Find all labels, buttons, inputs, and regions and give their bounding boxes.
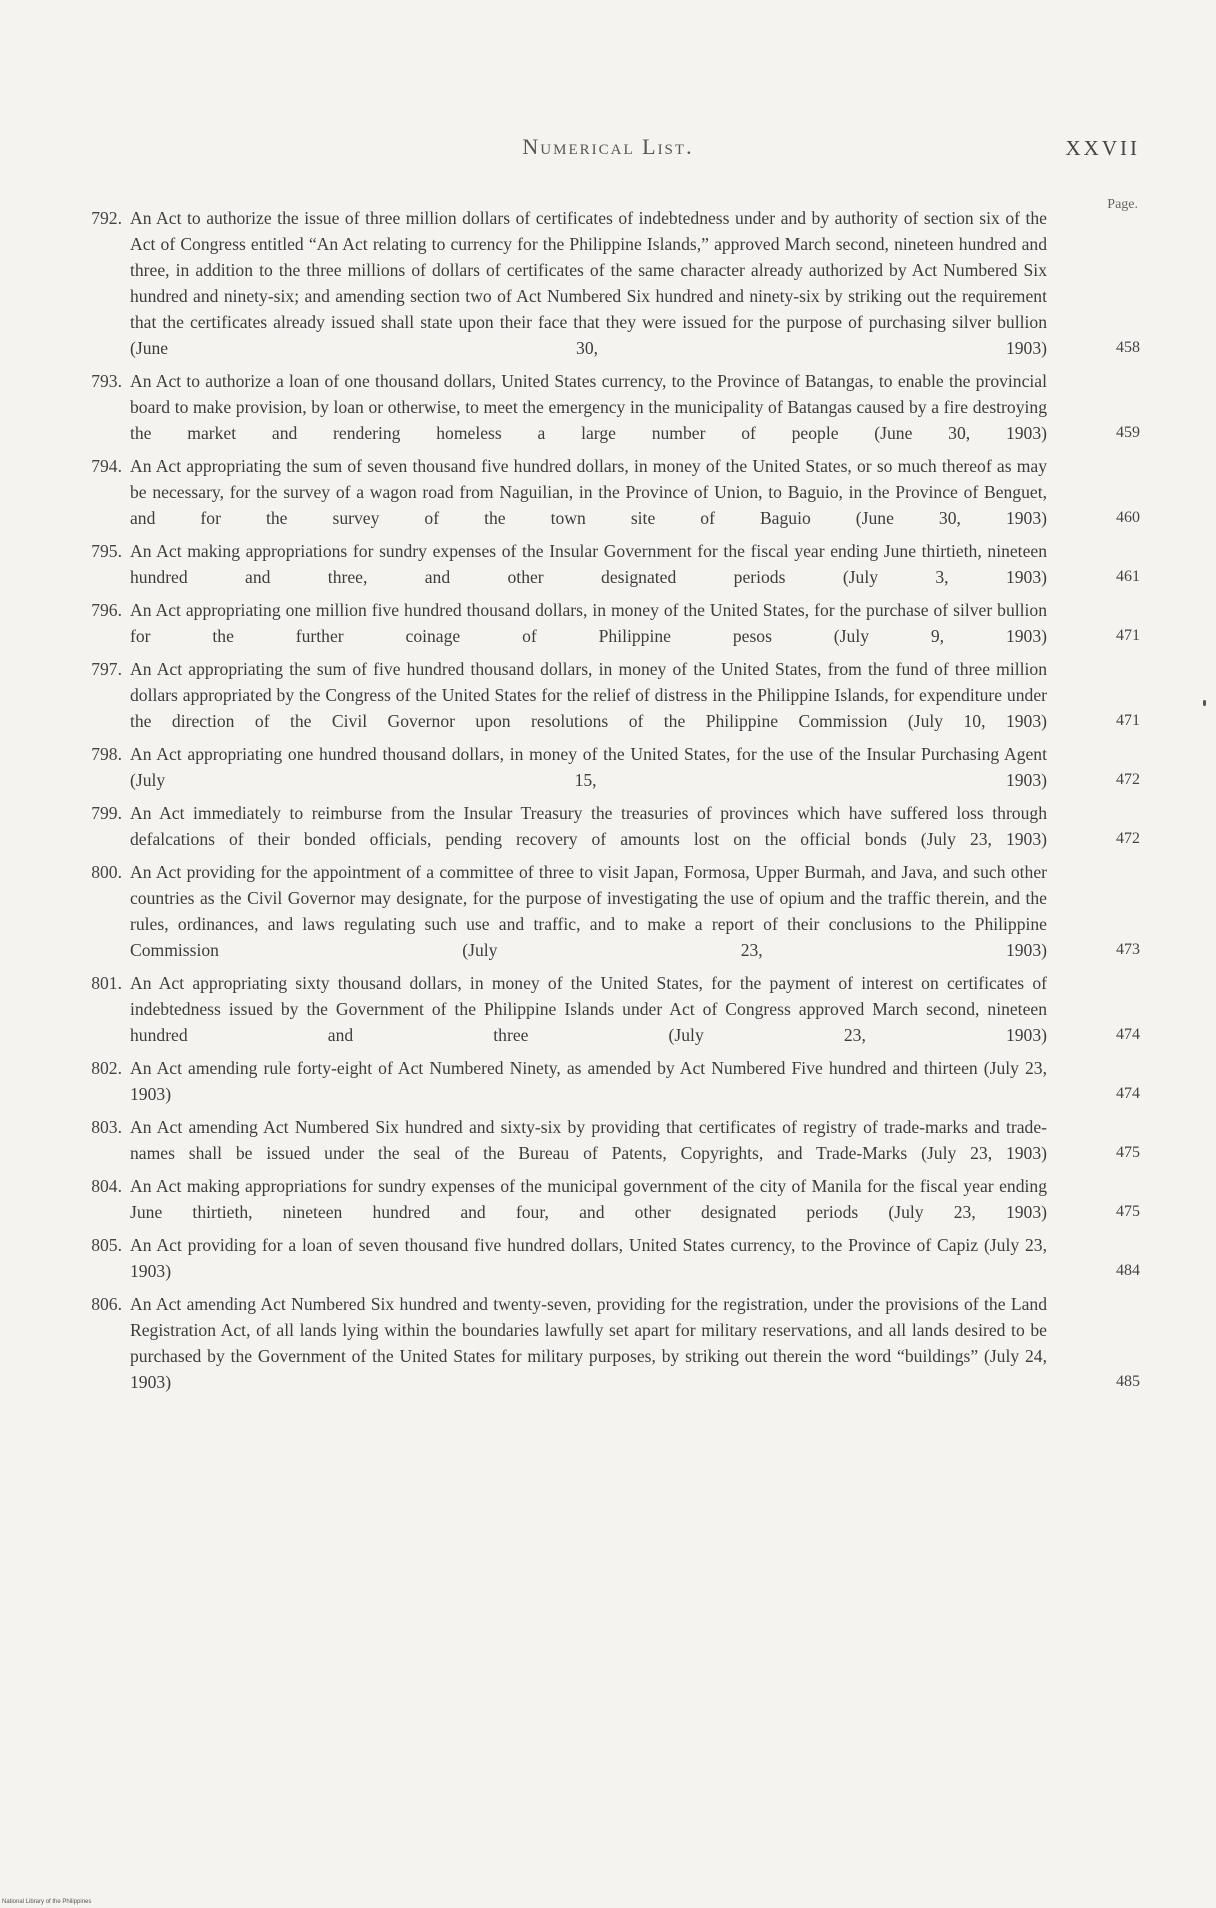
act-title: An Act amending Act Numbered Six hundred and sixty-six by providing that certificates of registry of trade-marks and trade-names shall be issued under the seal of the Bureau of Patents, Copyrights, and Trade-Marks (July 23, 1903) ..... bbox=[130, 1114, 1047, 1166]
scan-speck bbox=[1203, 700, 1206, 706]
list-item bbox=[40, 368, 1140, 446]
act-number: 802. bbox=[91, 1058, 122, 1078]
list-item bbox=[40, 970, 1140, 1048]
act-title: An Act appropriating the sum of five hundred thousand dollars, in money of the United States, from the fund of three million dollars appropriated by the Congress of the United States for the relief of distress in the Philippine Islands, for expenditure under the direction of the Civil Governor upon resolutions of the Philippine Commission (July 10, 1903) ..... bbox=[130, 656, 1047, 734]
act-number: 795. bbox=[91, 541, 122, 561]
page-reference: 475 bbox=[1116, 1144, 1140, 1161]
act-number: 805. bbox=[91, 1235, 122, 1255]
list-item bbox=[40, 1114, 1140, 1166]
page-reference: 461 bbox=[1116, 568, 1140, 585]
act-number: 793. bbox=[91, 371, 122, 391]
page-reference: 475 bbox=[1116, 1203, 1140, 1220]
list-item bbox=[40, 859, 1140, 963]
list-item bbox=[40, 597, 1140, 649]
act-title: An Act amending rule forty-eight of Act Numbered Ninety, as amended by Act Numbered Five hundred and thirteen (July 23, 1903) ..... bbox=[130, 1055, 1047, 1107]
act-title: An Act appropriating sixty thousand dollars, in money of the United States, for the payment of interest on certificates of indebtedness issued by the Government of the Philippine Islands under Act of Congress approved March second, nineteen hundred and three (July 23, 1903) ..... bbox=[130, 970, 1047, 1048]
act-number: 800. bbox=[91, 862, 122, 882]
act-number: 797. bbox=[91, 659, 122, 679]
act-title: An Act amending Act Numbered Six hundred and twenty-seven, providing for the registration, under the provisions of the Land Registration Act, of all lands lying within the boundaries lawfully set apart for military reservations, and all lands desired to be purchased by the Government of the United States for military purposes, by striking out therein the word “buildings” (July 24, 1903) ..... bbox=[130, 1291, 1047, 1395]
act-number: 799. bbox=[91, 803, 122, 823]
folio-page-number: XXVII bbox=[1065, 136, 1140, 160]
running-title: Numerical List. bbox=[522, 134, 694, 159]
act-number: 792. bbox=[91, 208, 122, 228]
scan-footer-note: National Library of the Philippines bbox=[2, 1899, 92, 1905]
list-item bbox=[40, 453, 1140, 531]
list-item bbox=[40, 1173, 1140, 1225]
act-title: An Act appropriating the sum of seven thousand five hundred dollars, in money of the United States, or so much thereof as may be necessary, for the survey of a wagon road from Naguilian, in the Province of Union, to Baguio, in the Province of Benguet, and for the survey of the town site of Baguio (June 30, 1903) ..... bbox=[130, 453, 1047, 531]
page-reference: 473 bbox=[1116, 941, 1140, 958]
list-item bbox=[40, 1232, 1140, 1284]
act-title: An Act to authorize a loan of one thousand dollars, United States currency, to the Province of Batangas, to enable the provincial board to make provision, by loan or otherwise, to meet the emergency in the municipality of Batangas caused by a fire destroying the market and rendering homeless a large number of people (June 30, 1903) ..... bbox=[130, 368, 1047, 446]
page-reference: 471 bbox=[1116, 627, 1140, 644]
page-column-label: Page. bbox=[1107, 197, 1138, 212]
act-title: An Act making appropriations for sundry expenses of the Insular Government for the fiscal year ending June thirtieth, nineteen hundred and three, and other designated periods (July 3, 1903) ..... bbox=[130, 538, 1047, 590]
list-item bbox=[40, 1055, 1140, 1107]
act-number: 803. bbox=[91, 1117, 122, 1137]
act-number: 801. bbox=[91, 973, 122, 993]
act-number: 794. bbox=[91, 456, 122, 476]
list-item bbox=[40, 538, 1140, 590]
page-reference: 472 bbox=[1116, 830, 1140, 847]
act-title: An Act appropriating one hundred thousand dollars, in money of the United States, for the use of the Insular Purchasing Agent (July 15, 1903) ..... bbox=[130, 741, 1047, 793]
list-item bbox=[40, 1291, 1140, 1395]
page-reference: 474 bbox=[1116, 1026, 1140, 1043]
act-number: 804. bbox=[91, 1176, 122, 1196]
page-reference: 459 bbox=[1116, 424, 1140, 441]
act-title: An Act providing for the appointment of a committee of three to visit Japan, Formosa, Upper Burmah, and Java, and such other countries as the Civil Governor may designate, for the purpose of investigating the use of opium and the traffic therein, and the rules, ordinances, and laws regulating such use and traffic, and to make a report of their conclusions to the Philippine Commission (July 23, 1903) ..... bbox=[130, 859, 1047, 963]
page-reference: 472 bbox=[1116, 771, 1140, 788]
page-reference: 458 bbox=[1116, 339, 1140, 356]
page-reference: 484 bbox=[1116, 1262, 1140, 1279]
page-reference: 474 bbox=[1116, 1085, 1140, 1102]
page-header bbox=[0, 126, 1216, 166]
act-title: An Act immediately to reimburse from the Insular Treasury the treasuries of provinces which have suffered loss through defalcations of their bonded officials, pending recovery of amounts lost on the official bonds (July 23, 1903) ..... bbox=[130, 800, 1047, 852]
act-list bbox=[40, 205, 1140, 1402]
act-title: An Act appropriating one million five hundred thousand dollars, in money of the United States, for the purchase of silver bullion for the further coinage of Philippine pesos (July 9, 1903) ..... bbox=[130, 597, 1047, 649]
list-item bbox=[40, 656, 1140, 734]
page-reference: 460 bbox=[1116, 509, 1140, 526]
list-item bbox=[40, 205, 1140, 361]
act-number: 798. bbox=[91, 744, 122, 764]
act-title: An Act making appropriations for sundry expenses of the municipal government of the city of Manila for the fiscal year ending June thirtieth, nineteen hundred and four, and other designated periods (July 23, 1903) ..... bbox=[130, 1173, 1047, 1225]
list-item bbox=[40, 741, 1140, 793]
act-title: An Act to authorize the issue of three million dollars of certificates of indebtedness under and by authority of section six of the Act of Congress entitled “An Act relating to currency for the Philippine Islands,” approved March second, nineteen hundred and three, in addition to the three millions of dollars of certificates of the same character already authorized by Act Numbered Six hundred and ninety-six; and amending section two of Act Numbered Six hundred and ninety-six by striking out the requirement that the certificates already issued shall state upon their face that they were issued for the purpose of purchasing silver bullion (June 30, 1903) ..... bbox=[130, 205, 1047, 361]
list-item bbox=[40, 800, 1140, 852]
page-reference: 471 bbox=[1116, 712, 1140, 729]
act-number: 806. bbox=[91, 1294, 122, 1314]
act-number: 796. bbox=[91, 600, 122, 620]
page-reference: 485 bbox=[1116, 1373, 1140, 1390]
act-title: An Act providing for a loan of seven thousand five hundred dollars, United States currency, to the Province of Capiz (July 23, 1903) ..... bbox=[130, 1232, 1047, 1284]
